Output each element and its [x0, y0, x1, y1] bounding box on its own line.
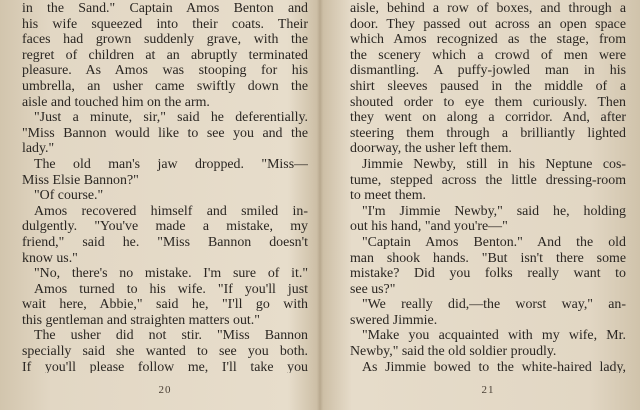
- text-line: Miss Elsie Bannon?": [22, 172, 139, 188]
- text-line: "Make you acquainted with my wife, Mr.: [362, 328, 626, 344]
- text-line: the scenery which a crowd of men were: [350, 47, 626, 63]
- text-line: to meet them.: [350, 188, 426, 204]
- text-line: umbrella, an usher came swiftly down the: [22, 78, 308, 94]
- text-line: swered Jimmie.: [350, 312, 438, 328]
- text-line: door. They passed out across an open space: [350, 16, 626, 32]
- text-line: wait here, Abbie," said he, "I'll go with: [22, 297, 308, 313]
- text-line: If you'll please follow me, I'll take you: [22, 359, 308, 373]
- text-line: shirt sleeves paused in the middle of a: [350, 78, 626, 94]
- text-line: doorway, the usher left them.: [350, 141, 512, 157]
- text-line: dulgently. "You've made a mistake, my: [22, 219, 308, 235]
- text-line: this gentleman and straighten matters out.": [22, 312, 260, 328]
- text-line: they went on along a corridor. And, after: [350, 110, 626, 126]
- text-line: Amos recovered himself and smiled in-: [34, 203, 308, 219]
- text-line: As Jimmie bowed to the white-haired lady,: [362, 359, 626, 373]
- text-line: his wife squeezed into their coats. Their: [22, 16, 308, 32]
- text-line: "Just a minute, sir," said he deferentially.: [34, 110, 308, 126]
- text-line: "Miss Bannon would like to see you and the: [22, 125, 308, 141]
- text-line: Amos turned to his wife. "If you'll just: [34, 281, 308, 297]
- page-number-left: 20: [158, 384, 172, 396]
- text-line: regret of children at an abruptly terminated: [22, 47, 308, 63]
- text-line: which Amos recognized as the stage, from: [350, 32, 626, 48]
- text-line: steering them through a brilliantly lighted: [350, 125, 626, 141]
- text-line: "Captain Amos Benton." And the old: [362, 234, 626, 250]
- text-line: shouted order to eye them curiously. Then: [350, 94, 626, 110]
- text-line: friend," said he. "Miss Bannon doesn't: [22, 234, 308, 250]
- text-line: "Of course.": [34, 188, 104, 204]
- text-line: see us?": [350, 281, 396, 297]
- text-line: "I'm Jimmie Newby," said he, holding: [362, 203, 626, 219]
- text-line: Jimmie Newby, still in his Neptune cos-: [362, 156, 626, 172]
- text-line: faces had grown suddenly grave, with the: [22, 32, 308, 48]
- text-line: mistake? Did you folks really want to: [350, 266, 626, 282]
- text-line: "No, there's no mistake. I'm sure of it.": [34, 266, 308, 282]
- text-line: tume, stepped across the little dressing-room: [350, 172, 626, 188]
- page-number-right: 21: [481, 384, 495, 396]
- text-line: Newby," said the old soldier proudly.: [350, 344, 557, 360]
- text-line: aisle and touched him on the arm.: [22, 94, 210, 110]
- text-line: man shook hands. "But isn't there some: [350, 250, 626, 266]
- left-page-text: [22, 1, 308, 373]
- text-line: specially said she wanted to see you both.: [22, 344, 308, 360]
- text-line: The old man's jaw dropped. "Miss—: [34, 156, 308, 172]
- text-line: The usher did not stir. "Miss Bannon: [34, 328, 308, 344]
- text-line: out his hand, "and you're—": [350, 219, 508, 235]
- text-line: dismantling. A puffy-jowled man in his: [350, 63, 626, 79]
- text-line: lady.": [22, 141, 55, 157]
- text-line: "We really did,—the worst way," an-: [362, 297, 626, 313]
- right-page: [320, 0, 640, 410]
- text-line: pleasure. As Amos was stooping for his: [22, 63, 308, 79]
- text-line: in the Sand." Captain Amos Benton and: [22, 1, 308, 16]
- text-line: know us.": [22, 250, 78, 266]
- right-page-text: [350, 1, 626, 373]
- text-line: aisle, behind a row of boxes, and through a: [350, 1, 626, 16]
